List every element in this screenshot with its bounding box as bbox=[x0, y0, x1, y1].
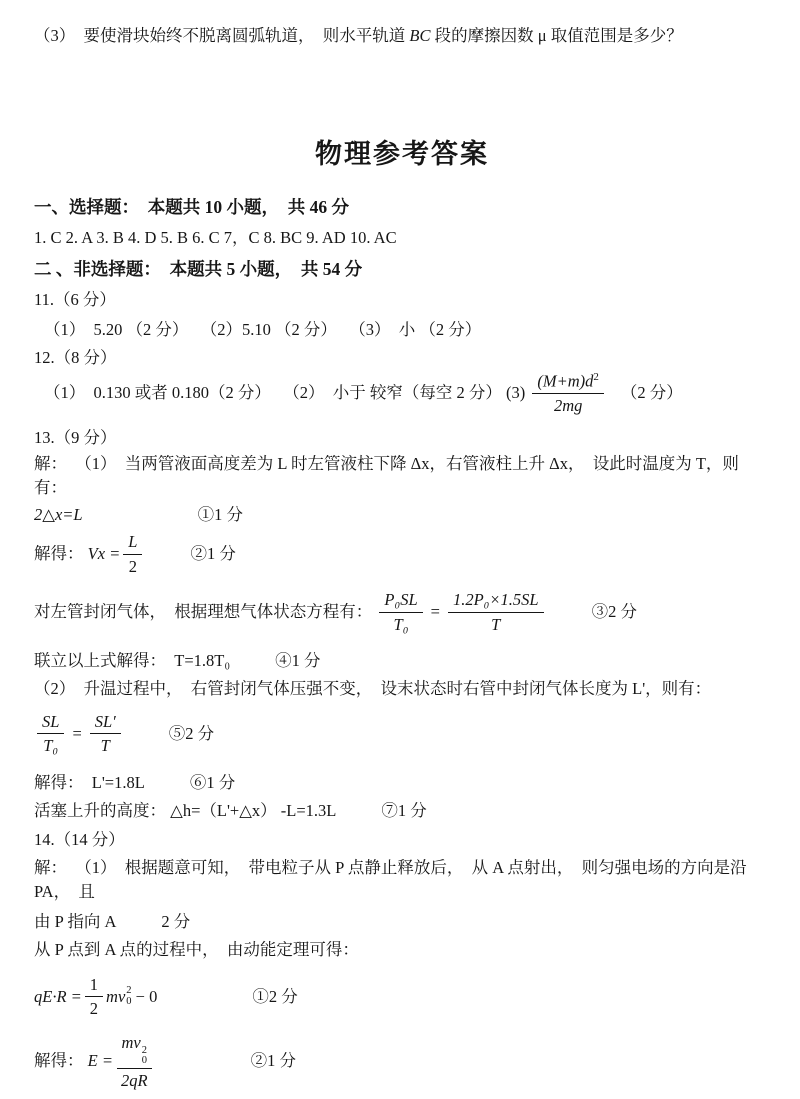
q13-equation-1: 2△x=L ①1 分 bbox=[34, 503, 770, 527]
q14-work-intro: 从 P 点到 A 点的过程中， 由动能定理可得： bbox=[34, 939, 359, 959]
q14-solve-fraction bbox=[116, 1032, 153, 1091]
q12-answer-text: （1） 0.130 或者 0.180（2 分） （2） 小于 较窄（每空 2 分） (3) bbox=[44, 383, 530, 403]
q11-answers: （1） 5.20 （2 分） （2）5.10 （2 分） （3） 小 （2 分） bbox=[44, 320, 482, 339]
q12-fraction bbox=[532, 370, 604, 416]
q14-eq1-sup-sub: 2 0 bbox=[126, 985, 132, 1007]
q13-solve1-label: 解得： bbox=[34, 544, 88, 564]
q12-label: 12.（8 分） bbox=[34, 348, 117, 367]
q13-solve2-line: 解得： L'=1.8L ⑥1 分 bbox=[34, 771, 770, 795]
q12-answer-row bbox=[34, 368, 770, 418]
q13-eq5-fraction-1: $\frac{SL}{\text{T₀}}$ bbox=[37, 711, 64, 757]
q14-eq1-rest: − 0 bbox=[131, 986, 158, 1006]
page-title: 物理参考答案 bbox=[315, 139, 489, 169]
q13-solve1-fraction: $\frac{L}{2}$ bbox=[123, 531, 142, 577]
q13-label: 13.（9 分） bbox=[34, 428, 117, 448]
q13-equation-5-row bbox=[34, 709, 770, 759]
q13-gas-equation-row bbox=[34, 587, 770, 637]
question-3-text-pre: （3） 要使滑块始终不脱离圆弧轨道， 则水平轨道 bbox=[34, 26, 410, 45]
q14-eq1-fraction: $\frac{1}{2}$ bbox=[85, 974, 103, 1020]
q13-gas-fraction-2: $\frac{\text{1.2P₀×1.5SL}}{T}$ bbox=[448, 589, 544, 635]
q13-combine-line: 联立以上式解得： T=1.8T₀ ④1 分 bbox=[34, 649, 770, 673]
section-1-heading: 一、选择题： 本题共 10 小题， 共 46 分 bbox=[34, 197, 349, 217]
q14-solve-fraction-denominator: 2qR bbox=[120, 1070, 148, 1090]
q13-step1-intro: 解： （1） 当两管液面高度差为 L 时左管液柱下降 Δx，右管液柱上升 Δx， 设此时温度为 T，则有： bbox=[34, 454, 739, 498]
q12-fraction-numerator: $(M+m)d^2$ bbox=[532, 370, 604, 394]
q11-label: 11.（6 分） bbox=[34, 290, 116, 309]
q14-step1-score: 2 分 bbox=[161, 911, 191, 931]
q13-solve1-row bbox=[34, 529, 770, 579]
q13-solve1-lhs: Vx = bbox=[87, 544, 121, 564]
q13-eq1-score: ①1 分 bbox=[197, 505, 243, 525]
q14-eq1-mv: mv bbox=[106, 986, 126, 1006]
equals-sign: = bbox=[430, 602, 440, 622]
q14-step1-line2: 由 P 指向 A 2 分 bbox=[34, 910, 770, 934]
q13-combine-score: ④1 分 bbox=[275, 650, 321, 670]
q14-step1-line1: 解： （1） 根据题意可知， 带电粒子从 P 点静止释放后， 从 A 点射出， 则匀强电场的方向是沿 PA， 且 bbox=[34, 857, 751, 901]
q13-piston-score: ⑦1 分 bbox=[381, 800, 427, 820]
q14-label: 14.（14 分） bbox=[34, 829, 125, 849]
q14-solve-score: ②1 分 bbox=[250, 1051, 296, 1071]
q12-fraction-denominator: 2mg bbox=[553, 395, 583, 415]
question-3-text-post: 段的摩擦因数 μ 取值范围是多少？ bbox=[430, 26, 683, 45]
q13-eq5-fraction-2: $\frac{SL'}{T}$ bbox=[90, 711, 121, 757]
q14-solve-row bbox=[34, 1030, 770, 1093]
multiple-choice-answers: 1. C 2. A 3. B 4. D 5. B 6. C 7，C 8. BC 9. AD 10. AC bbox=[34, 228, 397, 247]
question-3-variable: BC bbox=[409, 26, 431, 45]
q13-gas-score: ③2 分 bbox=[591, 602, 637, 622]
q13-piston-line: 活塞上升的高度： △h=（L'+△x） -L=1.3L ⑦1 分 bbox=[34, 799, 770, 823]
equals-sign: = bbox=[72, 723, 82, 743]
q13-solve1-score: ②1 分 bbox=[190, 544, 236, 564]
q13-gas-intro: 对左管封闭气体， 根据理想气体状态方程有： bbox=[34, 602, 377, 622]
q13-solve2-score: ⑥1 分 bbox=[189, 772, 236, 792]
q14-solve-fraction-numerator: mv 2 0 bbox=[117, 1032, 153, 1069]
q14-equation-1-row bbox=[34, 972, 770, 1022]
q12-score: （2 分） bbox=[620, 383, 683, 403]
section-2-heading: 二 、非选择题： 本题共 5 小题， 共 54 分 bbox=[34, 259, 363, 279]
question-3-line bbox=[34, 24, 770, 48]
q14-eq1-score: ①2 分 bbox=[252, 986, 298, 1006]
q14-solve-label: 解得： bbox=[34, 1051, 88, 1071]
q14-solve-lhs: E = bbox=[87, 1051, 113, 1071]
q14-solve-sup-sub: 2 0 bbox=[141, 1044, 148, 1067]
q13-step2-intro: （2） 升温过程中， 右管封闭气体压强不变， 设末状态时右管中封闭气体长度为 L'，则有： bbox=[34, 678, 712, 698]
q13-eq5-score: ⑤2 分 bbox=[168, 723, 215, 743]
q13-gas-fraction-1: $\frac{\text{P₀SL}}{\text{T₀}}$ bbox=[379, 589, 422, 635]
q14-eq1-lhs: qE·R = bbox=[34, 986, 82, 1006]
